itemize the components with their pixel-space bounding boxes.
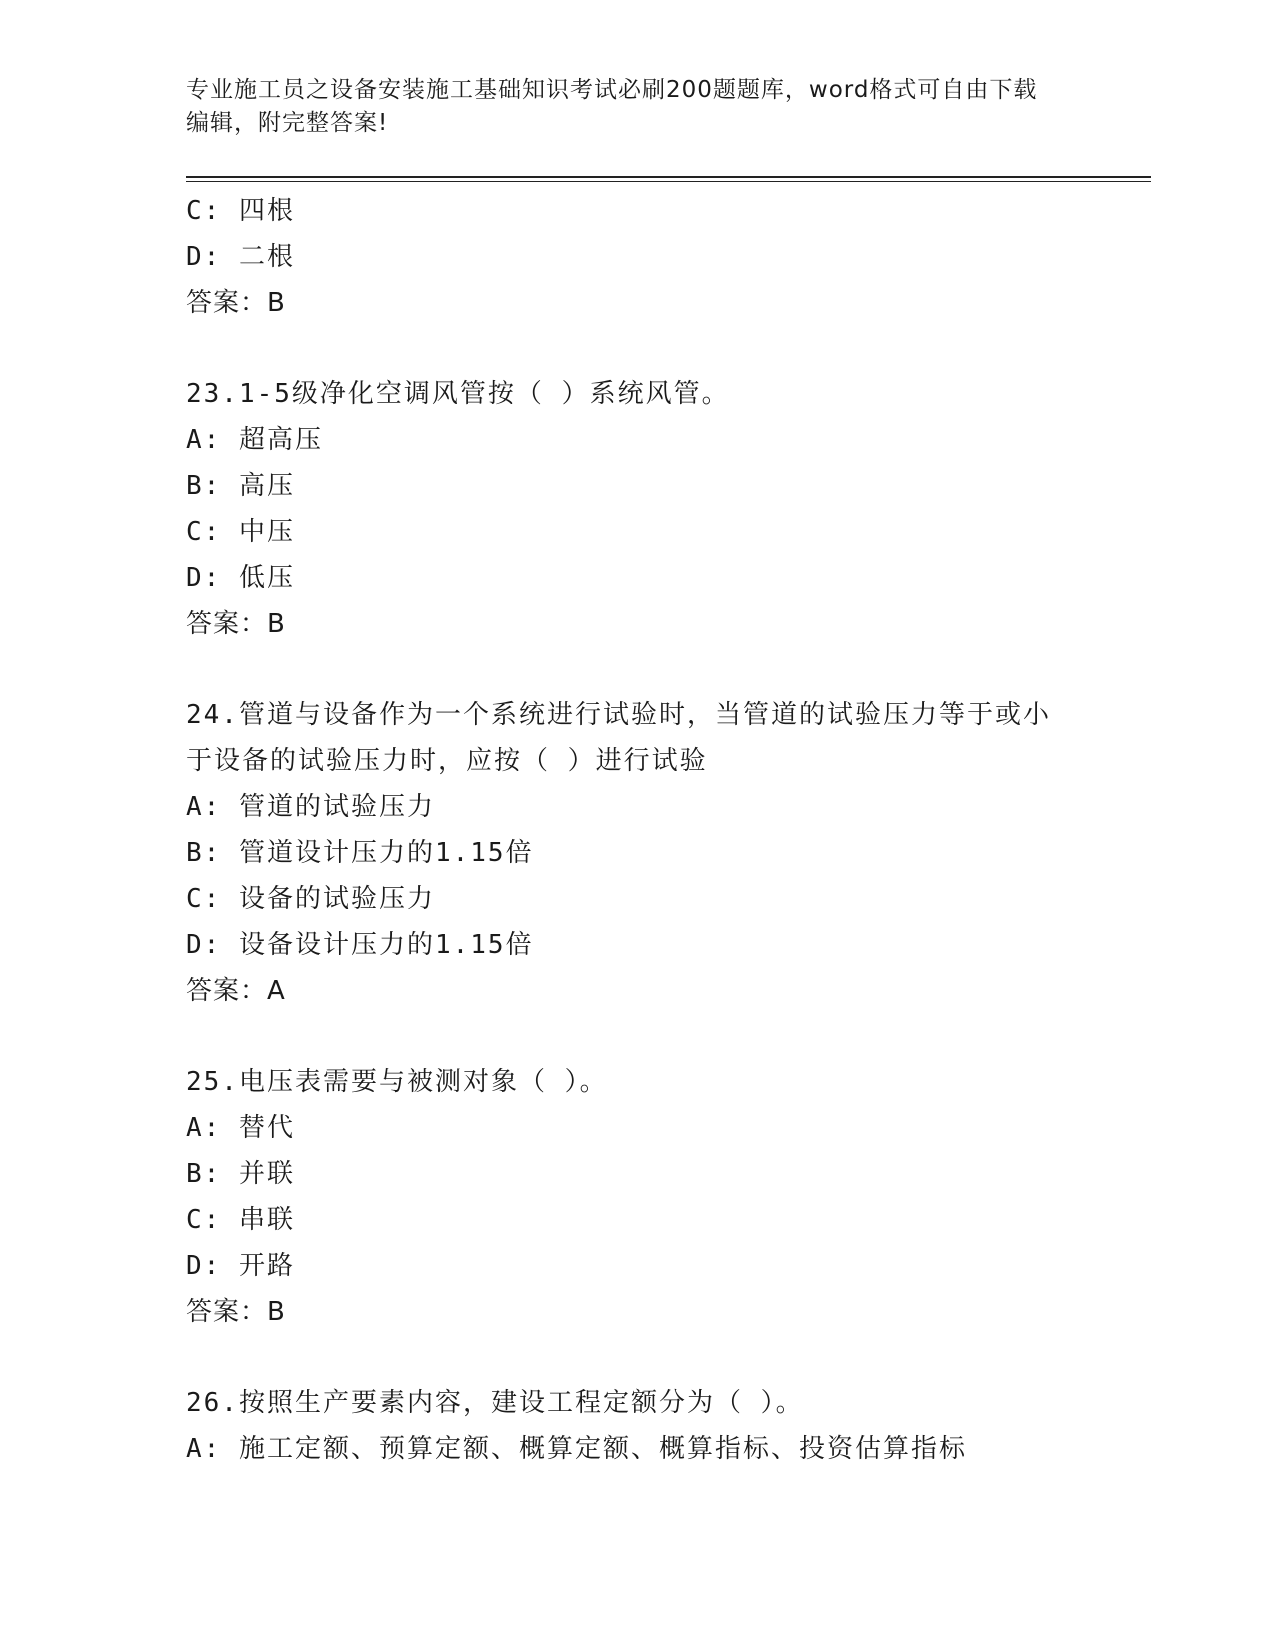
- header-line-2: 编辑，附完整答案!: [186, 110, 389, 136]
- question-text: 25.电压表需要与被测对象（ ）。: [186, 1067, 608, 1097]
- answer: 答案：B: [186, 288, 286, 318]
- option-d: D: 低压: [186, 563, 295, 593]
- option-c: C: 串联: [186, 1205, 295, 1235]
- question-23: [186, 371, 1086, 647]
- option-c: C: 设备的试验压力: [186, 884, 435, 914]
- question-text: 26.按照生产要素内容，建设工程定额分为（ ）。: [186, 1388, 804, 1418]
- question-24: [186, 692, 1086, 1014]
- question-text: 23.1-5级净化空调风管按（ ）系统风管。: [186, 379, 730, 409]
- option-d: D: 二根: [186, 242, 295, 272]
- option-c: C: 四根: [186, 196, 295, 226]
- option-b: B: 管道设计压力的1.15倍: [186, 838, 534, 868]
- answer: 答案：B: [186, 1297, 286, 1327]
- question-22-remainder: [186, 188, 1086, 326]
- option-a: A: 超高压: [186, 425, 323, 455]
- answer: 答案：B: [186, 609, 286, 639]
- option-d: D: 设备设计压力的1.15倍: [186, 930, 534, 960]
- header-divider-thin: [186, 181, 1151, 182]
- answer: 答案：A: [186, 976, 286, 1006]
- option-b: B: 高压: [186, 471, 295, 501]
- option-c: C: 中压: [186, 517, 295, 547]
- option-b: B: 并联: [186, 1159, 295, 1189]
- option-a: A: 施工定额、预算定额、概算定额、概算指标、投资估算指标: [186, 1434, 967, 1464]
- header-divider-thick: [186, 176, 1151, 178]
- question-26: [186, 1380, 1086, 1472]
- option-a: A: 替代: [186, 1113, 295, 1143]
- option-a: A: 管道的试验压力: [186, 792, 435, 822]
- document-body: [186, 188, 1086, 1472]
- header-line-1: 专业施工员之设备安装施工基础知识考试必刷200题题库，word格式可自由下载: [186, 77, 1038, 103]
- question-text-line-2: 于设备的试验压力时，应按（ ）进行试验: [186, 746, 708, 776]
- question-text-line-1: 24.管道与设备作为一个系统进行试验时，当管道的试验压力等于或小: [186, 700, 1051, 730]
- question-25: [186, 1059, 1086, 1335]
- option-d: D: 开路: [186, 1251, 295, 1281]
- document-header: [186, 74, 1086, 140]
